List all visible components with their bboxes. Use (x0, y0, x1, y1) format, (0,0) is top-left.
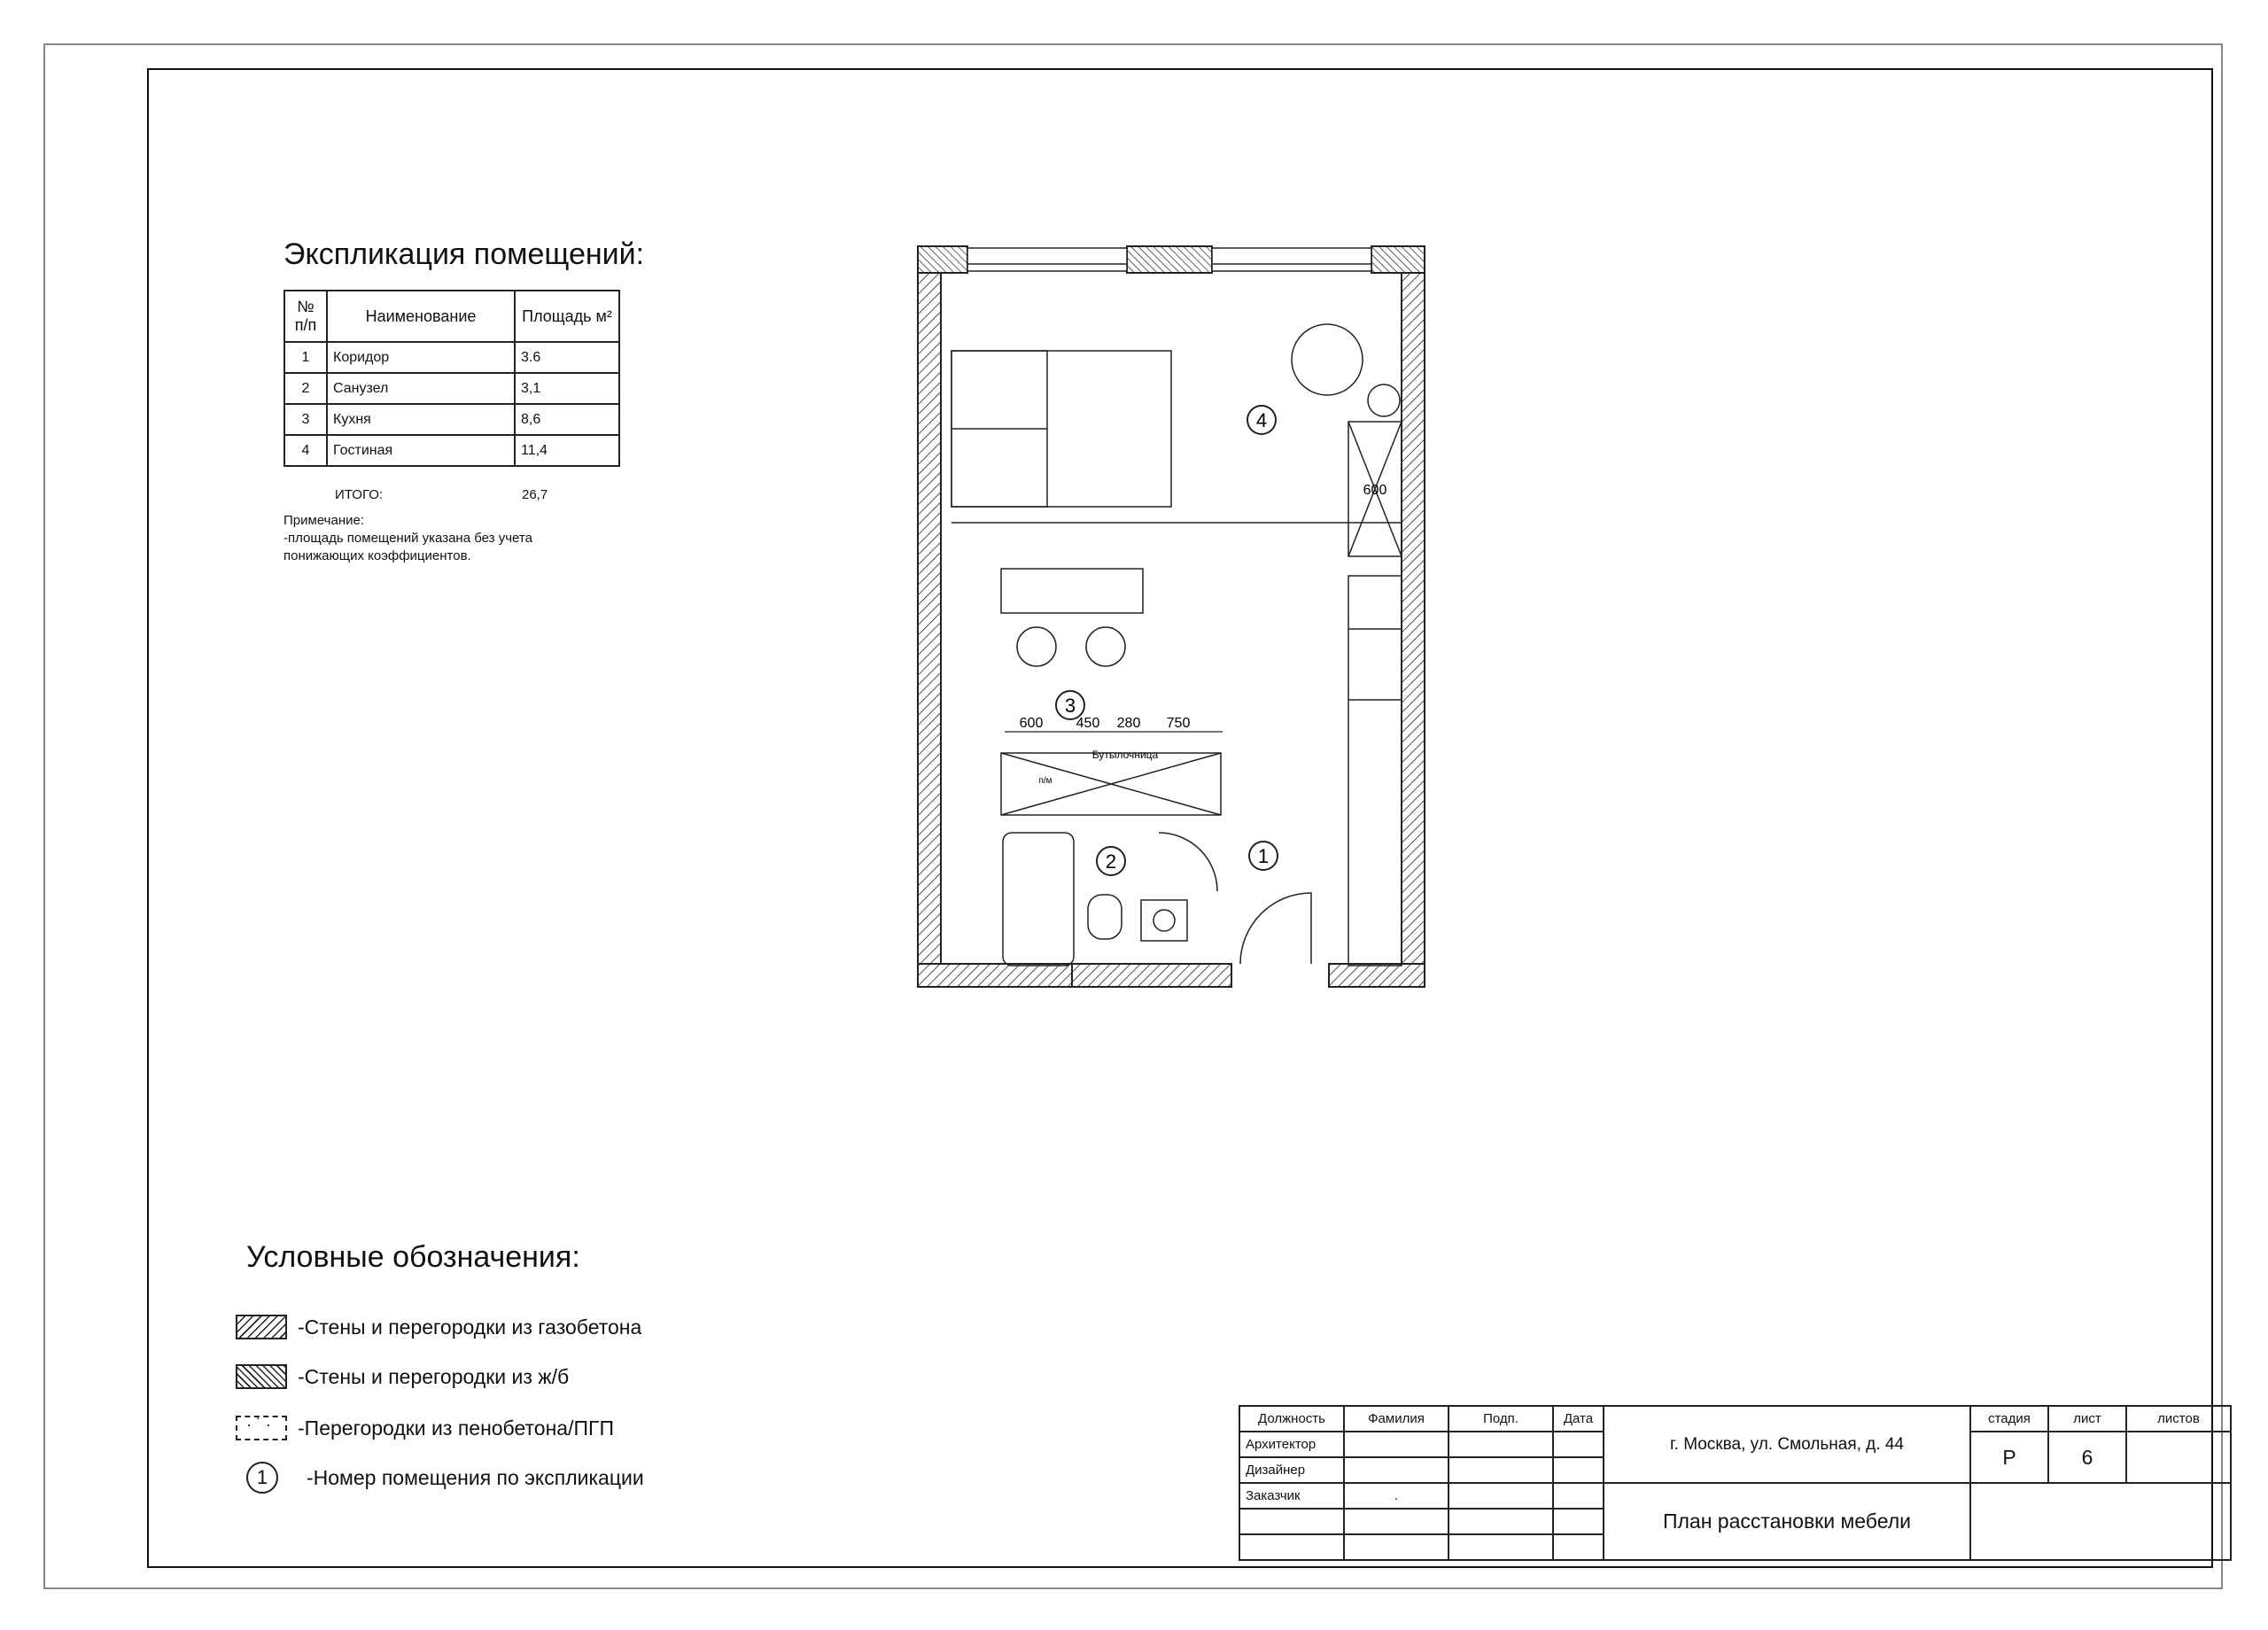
legend-item (236, 1311, 641, 1343)
wardrobe-corridor (1348, 576, 1402, 966)
room-number-circle-icon: 1 (246, 1462, 278, 1494)
stamp-sheets-header: листов (2126, 1406, 2231, 1432)
bathtub (1003, 833, 1074, 966)
wall-bottom-mid (1072, 964, 1231, 987)
row-name: Гостиная (327, 435, 515, 466)
stamp-header-date: Дата (1553, 1406, 1604, 1432)
row-area: 3,1 (515, 373, 619, 404)
room-number-markers (1056, 406, 1278, 875)
legend-text: -Стены и перегородки из газобетона (298, 1315, 642, 1339)
hatch-gas-concrete-icon (236, 1315, 287, 1339)
stamp-role: Заказчик (1239, 1483, 1344, 1509)
armchair (1292, 324, 1363, 395)
toilet (1088, 895, 1122, 939)
legend-item (236, 1361, 569, 1393)
foam-concrete-partition-icon (236, 1416, 287, 1440)
wall-bottom-left (918, 964, 1077, 987)
stamp-header-signature: Подп. (1449, 1406, 1553, 1432)
header-area: Площадь м² (515, 291, 619, 342)
stamp-stage: Р (1970, 1432, 2048, 1483)
header-name: Наименование (327, 291, 515, 342)
wall-top-left (918, 246, 967, 273)
table-row (284, 373, 619, 404)
row-area: 8,6 (515, 404, 619, 435)
title-block (1239, 1405, 2232, 1561)
table-row (284, 404, 619, 435)
legend-text: -Стены и перегородки из ж/б (298, 1364, 570, 1388)
wall-top-right (1371, 246, 1425, 273)
stamp-sheet: 6 (2048, 1432, 2126, 1483)
hatch-reinforced-concrete-icon (236, 1364, 287, 1389)
wall-left (918, 246, 941, 987)
kitchen-island (1001, 569, 1143, 613)
table-row (284, 435, 619, 466)
header-number: № п/п (284, 291, 327, 342)
stamp-address: г. Москва, ул. Смольная, д. 44 (1604, 1406, 1970, 1483)
table-row (284, 342, 619, 373)
legend-text: -Перегородки из пенобетона/ПГП (298, 1416, 614, 1440)
stamp-plan-name: План расстановки мебели (1604, 1483, 1970, 1560)
row-number: 3 (284, 404, 327, 435)
row-name: Санузел (327, 373, 515, 404)
stamp-role: Архитектор (1239, 1432, 1344, 1457)
explication-note (284, 512, 602, 565)
plant (1368, 384, 1400, 416)
label-dishwasher: п/м (1038, 776, 1052, 786)
dim-wardrobe: 600 (1363, 483, 1387, 498)
window-left (967, 248, 1127, 271)
room-number-1: 1 (1257, 845, 1270, 867)
floor-plan (913, 239, 1444, 1001)
row-name: Кухня (327, 404, 515, 435)
total-value: 26,7 (522, 487, 548, 502)
room-number-3: 3 (1064, 695, 1076, 717)
wall-bottom-right (1329, 964, 1425, 987)
dim-750: 750 (1166, 716, 1191, 731)
explication-title: Экспликация помещений: (284, 237, 645, 271)
dim-450: 450 (1076, 716, 1100, 731)
row-number: 2 (284, 373, 327, 404)
stamp-header-surname: Фамилия (1344, 1406, 1449, 1432)
dimensions (1005, 483, 1386, 786)
stamp-dot: . (1344, 1483, 1449, 1509)
dim-600: 600 (1019, 716, 1044, 731)
legend-item (236, 1462, 644, 1494)
row-area: 11,4 (515, 435, 619, 466)
stamp-sheets (2126, 1432, 2231, 1483)
legend-title: Условные обозначения: (246, 1240, 580, 1274)
room-number-2: 2 (1105, 850, 1117, 873)
label-bottle-rack: Бутылочница (1091, 749, 1159, 761)
window-right (1212, 248, 1371, 271)
total-label: ИТОГО: (335, 487, 384, 502)
bar-stool (1017, 627, 1056, 666)
room-number-4: 4 (1255, 409, 1268, 431)
wall-top-mid (1127, 246, 1212, 273)
row-number: 1 (284, 342, 327, 373)
stamp-role: Дизайнер (1239, 1457, 1344, 1483)
door-swing (1240, 893, 1311, 964)
stamp-stage-header: стадия (1970, 1406, 2048, 1432)
explication-table (284, 290, 620, 467)
sink (1141, 900, 1187, 941)
stamp-header-position: Должность (1239, 1406, 1344, 1432)
row-area: 3.6 (515, 342, 619, 373)
row-number: 4 (284, 435, 327, 466)
note-title: Примечание: (284, 513, 364, 528)
note-text: -площадь помещений указана без учета понижающих коэффициентов. (284, 531, 532, 563)
door-swing-bath (1159, 833, 1217, 891)
legend-text: -Номер помещения по экспликации (307, 1465, 644, 1489)
dim-280: 280 (1116, 716, 1141, 731)
legend-item (236, 1412, 614, 1444)
bar-stool (1086, 627, 1125, 666)
row-name: Коридор (327, 342, 515, 373)
explication-header-row (284, 291, 619, 342)
stamp-sheet-header: лист (2048, 1406, 2126, 1432)
wall-right (1402, 246, 1425, 987)
